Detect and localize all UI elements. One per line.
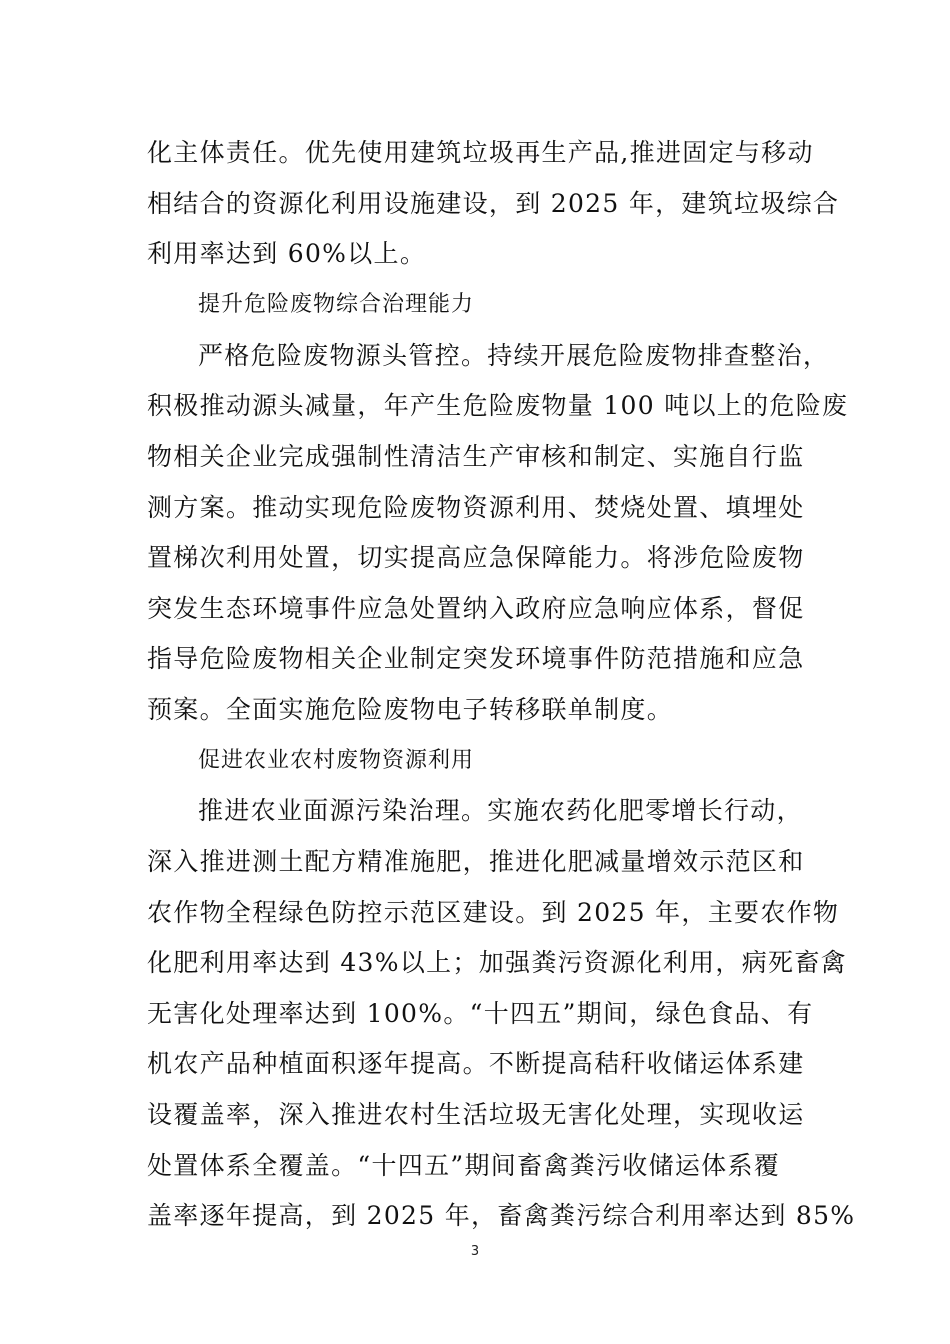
body-text-line: 推进农业面源污染治理。实施农药化肥零增长行动，: [198, 796, 803, 825]
body-text-line: 相结合的资源化利用设施建设，到 2025 年，建筑垃圾综合: [147, 189, 840, 218]
section-heading: 促进农业农村废物资源利用: [198, 748, 475, 773]
body-text-line: 指导危险废物相关企业制定突发环境事件防范措施和应急: [147, 644, 805, 673]
body-text-line: 设覆盖率，深入推进农村生活垃圾无害化处理，实现收运: [147, 1100, 805, 1129]
body-text-line: 处置体系全覆盖。“十四五”期间畜禽粪污收储运体系覆: [147, 1151, 781, 1180]
body-text-line: 物相关企业完成强制性清洁生产审核和制定、实施自行监: [147, 442, 805, 471]
body-text-line: 深入推进测土配方精准施肥，推进化肥减量增效示范区和: [147, 847, 805, 876]
body-text-line: 化主体责任。优先使用建筑垃圾再生产品,推进固定与移动: [147, 138, 814, 167]
body-text-line: 突发生态环境事件应急处置纳入政府应急响应体系，督促: [147, 594, 805, 623]
body-text-line: 机农产品种植面积逐年提高。不断提高秸秆收储运体系建: [147, 1049, 805, 1078]
body-text-line: 严格危险废物源头管控。持续开展危险废物排查整治，: [198, 341, 830, 370]
body-text-line: 利用率达到 60%以上。: [147, 239, 427, 268]
body-text-line: 农作物全程绿色防控示范区建设。到 2025 年，主要农作物: [147, 898, 840, 927]
body-text-line: 置梯次利用处置，切实提高应急保障能力。将涉危险废物: [147, 543, 805, 572]
body-text-line: 化肥利用率达到 43%以上；加强粪污资源化利用，病死畜禽: [147, 948, 847, 977]
body-text-line: 预案。全面实施危险废物电子转移联单制度。: [147, 695, 674, 724]
body-text-line: 盖率逐年提高，到 2025 年，畜禽粪污综合利用率达到 85%: [147, 1201, 856, 1230]
body-text-line: 测方案。推动实现危险废物资源利用、焚烧处置、填埋处: [147, 493, 805, 522]
body-text-line: 无害化处理率达到 100%。“十四五”期间，绿色食品、有: [147, 999, 814, 1028]
section-heading: 提升危险废物综合治理能力: [198, 292, 475, 317]
page-number: 3: [470, 1244, 480, 1259]
body-text-line: 积极推动源头减量，年产生危险废物量 100 吨以上的危险废: [147, 391, 849, 420]
